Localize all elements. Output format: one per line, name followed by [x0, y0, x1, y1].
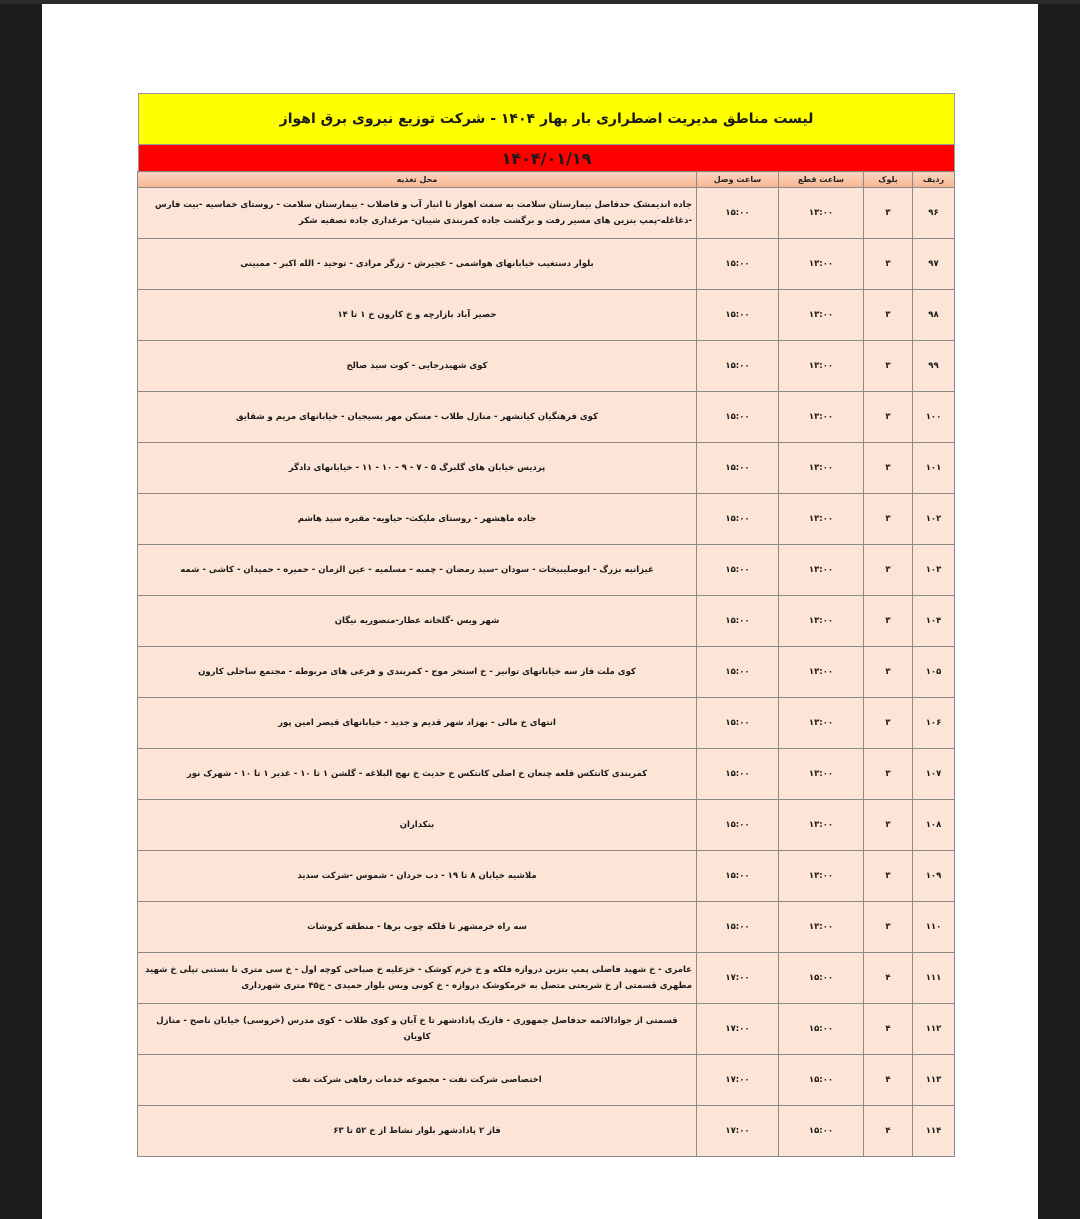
connect-time-cell: ۱۵:۰۰	[697, 596, 779, 647]
table-row	[138, 188, 955, 239]
area-cell: حصیر آباد بازارچه و خ کارون خ ۱ تا ۱۴	[138, 290, 697, 341]
cut-time-cell: ۱۵:۰۰	[779, 1004, 864, 1055]
header-cut-time: ساعت قطع	[779, 172, 864, 188]
cut-time-cell: ۱۳:۰۰	[779, 239, 864, 290]
connect-time-cell: ۱۷:۰۰	[697, 1055, 779, 1106]
block-cell: ۳	[864, 443, 913, 494]
cut-time-cell: ۱۳:۰۰	[779, 290, 864, 341]
table-row	[138, 341, 955, 392]
block-cell: ۴	[864, 1055, 913, 1106]
connect-time-cell: ۱۵:۰۰	[697, 749, 779, 800]
table-row	[138, 392, 955, 443]
document-date: ۱۴۰۴/۰۱/۱۹	[138, 145, 955, 171]
cut-time-cell: ۱۳:۰۰	[779, 545, 864, 596]
connect-time-cell: ۱۷:۰۰	[697, 953, 779, 1004]
row-number-cell: ۹۹	[913, 341, 955, 392]
table-row	[138, 290, 955, 341]
area-cell: بنکداران	[138, 800, 697, 851]
cut-time-cell: ۱۳:۰۰	[779, 902, 864, 953]
block-cell: ۳	[864, 800, 913, 851]
area-cell: کوی شهیدرجایی - کوت سید صالح	[138, 341, 697, 392]
cut-time-cell: ۱۳:۰۰	[779, 851, 864, 902]
connect-time-cell: ۱۵:۰۰	[697, 392, 779, 443]
outage-table	[137, 171, 955, 1157]
row-number-cell: ۱۱۳	[913, 1055, 955, 1106]
cut-time-cell: ۱۳:۰۰	[779, 800, 864, 851]
table-row	[138, 1106, 955, 1157]
cut-time-cell: ۱۳:۰۰	[779, 341, 864, 392]
cut-time-cell: ۱۳:۰۰	[779, 188, 864, 239]
row-number-cell: ۹۶	[913, 188, 955, 239]
row-number-cell: ۱۰۶	[913, 698, 955, 749]
table-row	[138, 800, 955, 851]
block-cell: ۳	[864, 392, 913, 443]
area-cell: بلوار دستغیب خیابانهای هواشمی - عجیرش - زرگر مرادی - توحید - الله اکبر - ممبینی	[138, 239, 697, 290]
table-row	[138, 902, 955, 953]
cut-time-cell: ۱۳:۰۰	[779, 443, 864, 494]
table-row	[138, 1004, 955, 1055]
block-cell: ۳	[864, 545, 913, 596]
table-row	[138, 1055, 955, 1106]
table-row	[138, 239, 955, 290]
row-number-cell: ۱۱۰	[913, 902, 955, 953]
row-number-cell: ۱۰۷	[913, 749, 955, 800]
connect-time-cell: ۱۵:۰۰	[697, 800, 779, 851]
block-cell: ۳	[864, 596, 913, 647]
document-page	[42, 4, 1038, 1219]
header-block: بلوک	[864, 172, 913, 188]
connect-time-cell: ۱۵:۰۰	[697, 188, 779, 239]
table-row	[138, 596, 955, 647]
row-number-cell: ۱۰۱	[913, 443, 955, 494]
cut-time-cell: ۱۵:۰۰	[779, 953, 864, 1004]
table-row	[138, 851, 955, 902]
table-row	[138, 443, 955, 494]
schedule-sheet	[138, 93, 955, 1157]
block-cell: ۳	[864, 647, 913, 698]
row-number-cell: ۱۰۸	[913, 800, 955, 851]
area-cell: جاده ماهشهر - روستای ملیکث- حیاویه- مقبره سید هاشم	[138, 494, 697, 545]
cut-time-cell: ۱۳:۰۰	[779, 698, 864, 749]
block-cell: ۳	[864, 290, 913, 341]
header-area: محل تغذیه	[138, 172, 697, 188]
area-cell: اختصاصی شرکت نفت - مجموعه خدمات رفاهی شرکت نفت	[138, 1055, 697, 1106]
row-number-cell: ۱۰۹	[913, 851, 955, 902]
row-number-cell: ۱۱۱	[913, 953, 955, 1004]
connect-time-cell: ۱۵:۰۰	[697, 545, 779, 596]
cut-time-cell: ۱۳:۰۰	[779, 494, 864, 545]
table-row	[138, 545, 955, 596]
row-number-cell: ۱۰۵	[913, 647, 955, 698]
block-cell: ۳	[864, 494, 913, 545]
connect-time-cell: ۱۵:۰۰	[697, 239, 779, 290]
area-cell: پردیس خیابان های گلبرگ ۵ - ۷ - ۹ - ۱۰ - ۱۱ - خیابانهای دادگر	[138, 443, 697, 494]
table-row	[138, 647, 955, 698]
area-cell: کوی ملت فاز سه خیابانهای توانیر - خ استخر موج - کمربندی و فرعی های مربوطه - مجتمع ساحلی کارون	[138, 647, 697, 698]
block-cell: ۳	[864, 239, 913, 290]
area-cell: سه راه خرمشهر تا فلکه چوب برها - منطقه کروشات	[138, 902, 697, 953]
block-cell: ۳	[864, 851, 913, 902]
row-number-cell: ۹۷	[913, 239, 955, 290]
area-cell: کمربندی کانتکس قلعه چنعان خ اصلی کانتکس خ حدیث خ نهج البلاغه - گلشن ۱ تا ۱۰ - غدیر ۱ تا ۱۰ - شهرک نور	[138, 749, 697, 800]
block-cell: ۳	[864, 188, 913, 239]
block-cell: ۳	[864, 902, 913, 953]
connect-time-cell: ۱۵:۰۰	[697, 647, 779, 698]
row-number-cell: ۱۰۲	[913, 494, 955, 545]
row-number-cell: ۱۰۴	[913, 596, 955, 647]
area-cell: انتهای خ مالی - بهزاد شهر قدیم و جدید - خیابانهای قیصر امین پور	[138, 698, 697, 749]
table-row	[138, 953, 955, 1004]
table-header-row	[138, 172, 955, 188]
block-cell: ۳	[864, 341, 913, 392]
cut-time-cell: ۱۳:۰۰	[779, 647, 864, 698]
table-row	[138, 749, 955, 800]
cut-time-cell: ۱۳:۰۰	[779, 392, 864, 443]
row-number-cell: ۱۰۳	[913, 545, 955, 596]
table-row	[138, 494, 955, 545]
block-cell: ۴	[864, 1106, 913, 1157]
area-cell: قسمتی از جوادالائمه حدفاصل جمهوری - فازیک پادادشهر تا خ آبان و کوی طلاب - کوی مدرس (خروسی) خیابان ناصح - منازل کاویان	[138, 1004, 697, 1055]
connect-time-cell: ۱۷:۰۰	[697, 1004, 779, 1055]
row-number-cell: ۱۰۰	[913, 392, 955, 443]
header-row-number: ردیف	[913, 172, 955, 188]
table-row	[138, 698, 955, 749]
block-cell: ۴	[864, 953, 913, 1004]
area-cell: کوی فرهنگیان کیانشهر - منازل طلاب - مسکن مهر بسیجیان - خیابانهای مریم و شقایق	[138, 392, 697, 443]
area-cell: جاده اندیمشک حدفاصل بیمارستان سلامت به سمت اهواز تا انبار آب و فاضلاب - بیمارستان سلامت - روستای خماسیه -بیت فارس -دغاغله-پمپ بنزین های مسیر رفت و برگشت جاده کمربندی شیبان- مرغداری جاده تصفیه شکر	[138, 188, 697, 239]
area-cell: ملاشیه خیابان ۸ تا ۱۹ - دب حردان - شموس -شرکت سدید	[138, 851, 697, 902]
cut-time-cell: ۱۵:۰۰	[779, 1055, 864, 1106]
connect-time-cell: ۱۵:۰۰	[697, 443, 779, 494]
row-number-cell: ۱۱۲	[913, 1004, 955, 1055]
area-cell: عامری - خ شهید فاضلی پمپ بنزین دروازه فلکه و خ خرم کوشک - خزعلیه خ صباحی کوچه اول - خ سی متری تا بستنی تپلی خ شهید مطهری قسمتی از خ شریعتی متصل به خرمکوشک دروازه - خ کونی ویس بلوار حمیدی - خ۴۵ متری شهرداری	[138, 953, 697, 1004]
connect-time-cell: ۱۵:۰۰	[697, 341, 779, 392]
document-title: لیست مناطق مدیریت اضطراری بار بهار ۱۴۰۴ - شرکت توزیع نیروی برق اهواز	[138, 93, 955, 145]
block-cell: ۳	[864, 749, 913, 800]
cut-time-cell: ۱۳:۰۰	[779, 749, 864, 800]
block-cell: ۳	[864, 698, 913, 749]
connect-time-cell: ۱۷:۰۰	[697, 1106, 779, 1157]
cut-time-cell: ۱۳:۰۰	[779, 596, 864, 647]
block-cell: ۴	[864, 1004, 913, 1055]
row-number-cell: ۱۱۴	[913, 1106, 955, 1157]
connect-time-cell: ۱۵:۰۰	[697, 290, 779, 341]
row-number-cell: ۹۸	[913, 290, 955, 341]
connect-time-cell: ۱۵:۰۰	[697, 494, 779, 545]
connect-time-cell: ۱۵:۰۰	[697, 902, 779, 953]
connect-time-cell: ۱۵:۰۰	[697, 698, 779, 749]
header-connect-time: ساعت وصل	[697, 172, 779, 188]
area-cell: فاز ۲ پادادشهر بلوار نشاط از خ ۵۲ تا ۶۳	[138, 1106, 697, 1157]
area-cell: غیزانیه بزرگ - ابوصلیبیخات - سودان -سید رمضان - چمبه - مسلمیه - عین الزمان - حمیره - حمیدان - کاشی - شمه	[138, 545, 697, 596]
connect-time-cell: ۱۵:۰۰	[697, 851, 779, 902]
cut-time-cell: ۱۵:۰۰	[779, 1106, 864, 1157]
area-cell: شهر ویس -گلخانه عطار-منصوریه نیگان	[138, 596, 697, 647]
